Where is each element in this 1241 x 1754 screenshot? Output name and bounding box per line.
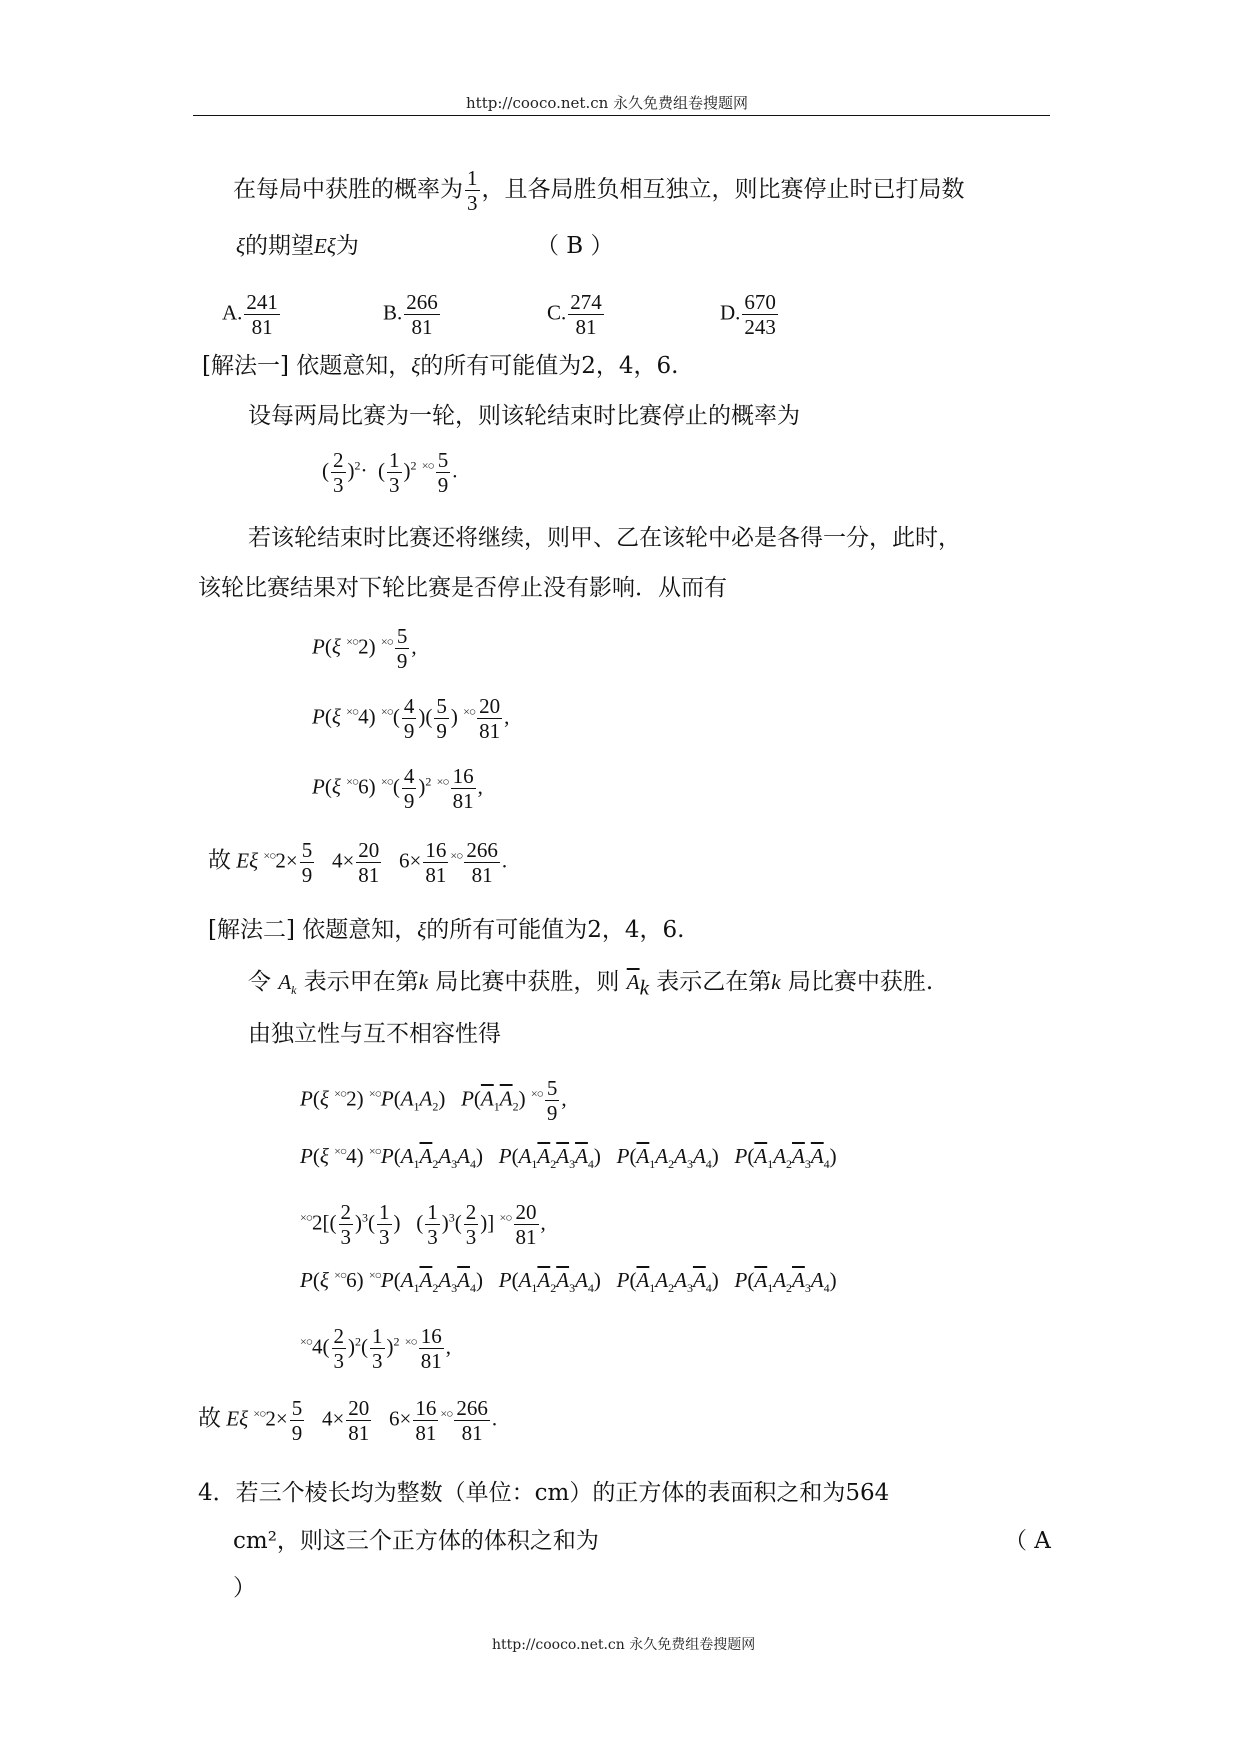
sol2-p2: 由独立性与互不相容性得 [248,1021,501,1047]
sol1-formula-p2: P(ξ ×○2) ×○ $\frac{5}{9}$ , [312,624,417,673]
sol2-expectation: 故 Eξ ×○2× $\frac{5}{9}$ 4× $\frac{20}{81}$ 6× $\frac{16}{81}$ ×○ $\frac{266}{81}$ . [198,1396,498,1445]
sol2-p1: 令 $A_k$ 表示甲在第k 局比赛中获胜，则 $\overline{A}_k$ 表示乙在第k 局比赛中获胜. [248,969,934,1000]
sol1-title: [解法一] 依题意知，ξ的所有可能值为2，4，6. [202,353,679,379]
header-rule [193,115,1050,116]
problem4-answer-close: ） [233,1575,256,1601]
problem3-line2: ξ的期望Eξ为 [236,233,359,259]
sol2-formula-p6: P(ξ ×○6) $^{\times○}P(A_1\overline{A}_2A_3\overline{A}_4)$ $P(A_1\overline{A}_2\overline{A}_3A_4)$ $P(\overline{A}_1A_2A_3\overline{A}_4)$ $P(\overline{A}_1A_2\overline{A}_3A_4)$ [300,1268,837,1296]
sol2-formula-p4: P(ξ ×○4) $^{\times○}P(A_1\overline{A}_2A_3A_4)$ $P(A_1\overline{A}_2\overline{A}_3\overline{A}_4)$ $P(\overline{A}_1A_2A_3A_4)$ $P(\overline{A}_1A_2\overline{A}_3\overline{A}_4)$ [300,1144,837,1172]
choice-a: A. $\frac{241}{81}$ [222,290,278,339]
sol1-p1: 设每两局比赛为一轮，则该轮结束时比赛停止的概率为 [248,403,800,429]
header-site: http://cooco.net.cn 永久免费组卷搜题网 [466,94,749,112]
fraction: $\frac{1}{3}$ [467,166,478,215]
choice-b: B. $\frac{266}{81}$ [383,290,438,339]
problem4-line1: 4．若三个棱长均为整数（单位：cm）的正方体的表面积之和为564 [198,1480,890,1506]
footer-site: http://cooco.net.cn 永久免费组卷搜题网 [492,1637,756,1653]
sol1-p2: 若该轮结束时比赛还将继续，则甲、乙在该轮中必是各得一分，此时， [248,525,961,551]
sol1-p3: 该轮比赛结果对下轮比赛是否停止没有影响．从而有 [198,575,727,601]
choice-c: C. $\frac{274}{81}$ [547,290,602,339]
sol1-formula-round: ( $\frac{2}{3}$ )$^2$· ( $\frac{1}{3}$ )$^2$ ×○ $\frac{5}{9}$ . [322,448,458,497]
problem4-line2: cm²，则这三个正方体的体积之和为 [233,1528,599,1554]
choice-d: D. $\frac{670}{243}$ [720,290,776,339]
sol2-formula-p4-value: ×○2[( $\frac{2}{3}$ )$^3$( $\frac{1}{3}$ ) ( $\frac{1}{3}$ )$^3$( $\frac{2}{3}$ )] ×○ $\frac{20}{81}$ , [300,1200,546,1249]
problem3-line1: 在每局中获胜的概率为 $\frac{1}{3}$ ，且各局胜负相互独立，则比赛停止时已打局数 [233,166,965,215]
sol2-formula-p2: P(ξ ×○2) $^{\times○}P(A_1A_2)$ $P(\overline{A}_1\overline{A}_2)$ ×○ $\frac{5}{9}$ , [300,1076,567,1125]
sol1-formula-p6: P(ξ ×○6) ×○( $\frac{4}{9}$ )$^2$ ×○ $\frac{16}{81}$ , [312,764,483,813]
sol2-title: [解法二] 依题意知，ξ的所有可能值为2，4，6. [208,917,685,943]
sol2-formula-p6-value: ×○4( $\frac{2}{3}$ )$^2$( $\frac{1}{3}$ )$^2$ ×○ $\frac{16}{81}$ , [300,1324,452,1373]
problem4-answer-open: （ A [1004,1528,1051,1554]
problem3-answer: （ B ） [536,233,614,259]
sol1-expectation: 故 Eξ ×○2× $\frac{5}{9}$ 4× $\frac{20}{81}$ 6× $\frac{16}{81}$ ×○ $\frac{266}{81}$ . [208,838,508,887]
sol1-formula-p4: P(ξ ×○4) ×○( $\frac{4}{9}$ )( $\frac{5}{9}$ ) ×○ $\frac{20}{81}$ , [312,694,510,743]
